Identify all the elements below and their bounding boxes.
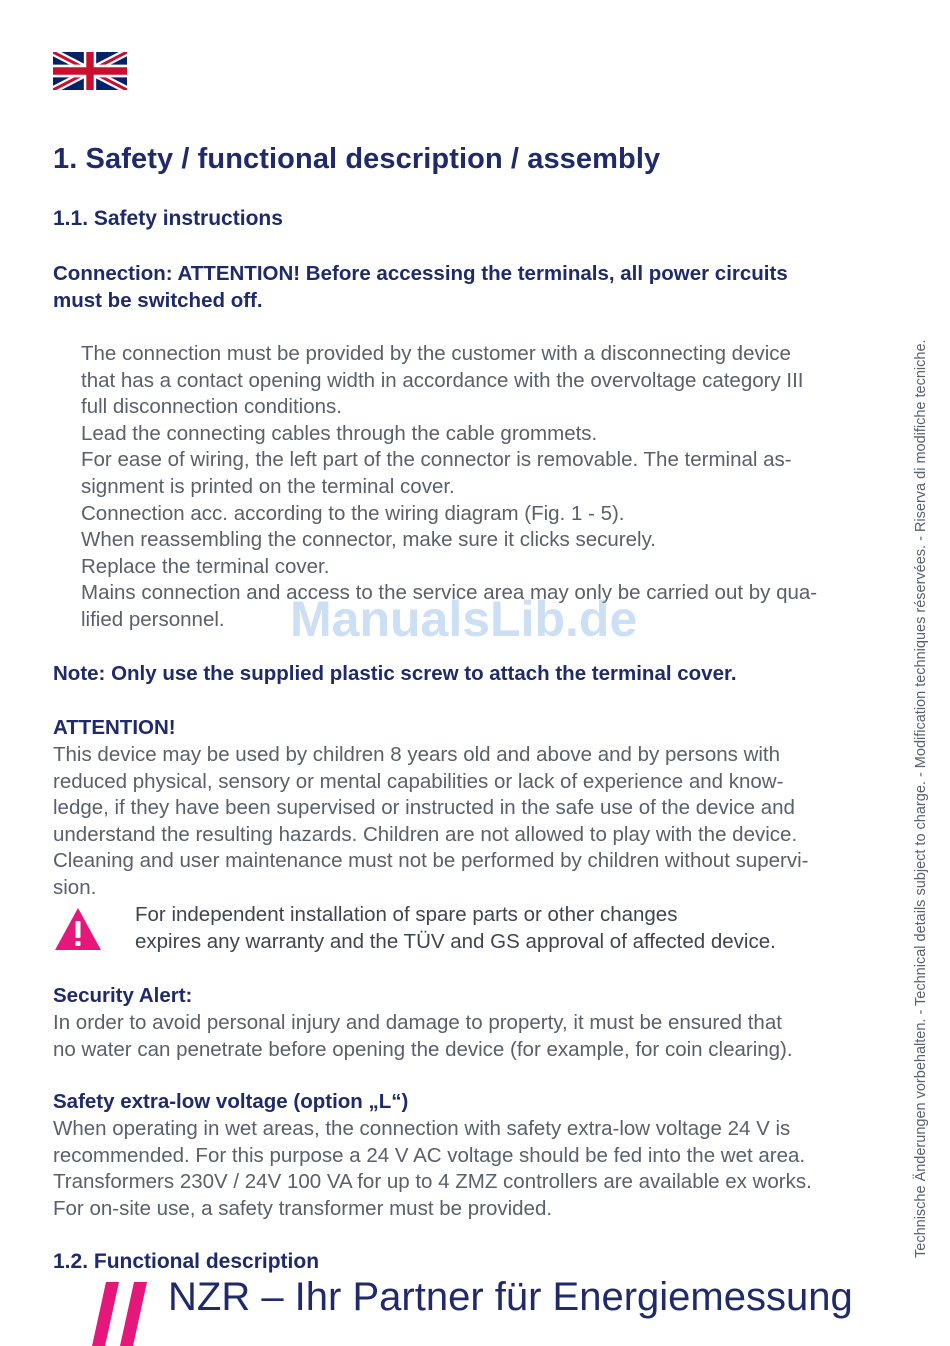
warranty-text: For independent installation of spare parts or other changes expires any warranty and the TÜV and GS approval of affected device. — [135, 903, 776, 953]
selv-title: Safety extra-low voltage (option „L“) — [53, 1090, 409, 1113]
note: Note: Only use the supplied plastic screw to attach the terminal cover. — [53, 662, 737, 685]
connection-warning: Connection: ATTENTION! Before accessing the terminals, all power circuits must be switched off. — [53, 262, 788, 312]
footer-tagline: NZR – Ihr Partner für Energiemessung — [168, 1275, 853, 1319]
watermark: ManualsLib.de — [290, 591, 638, 647]
attention-title: ATTENTION! — [53, 716, 176, 739]
warning-triangle-icon — [53, 906, 103, 952]
attention-text: This device may be used by children 8 years old and above and by persons with reduced physical, sensory or mental capabilities or lack of experience and know- ledge, if they have been supervised or instructed in the safe use of the device and understand the resulting hazards. Children are not allowed to play with the device. Cleaning and user maintenance must not be performed by children without supervi- sion. — [53, 743, 809, 899]
section-heading-functional-description: 1.2. Functional description — [53, 1250, 320, 1273]
nzr-slashes-logo — [92, 1282, 148, 1346]
section-heading-safety-instructions: 1.1. Safety instructions — [53, 207, 283, 230]
uk-flag-icon — [53, 52, 127, 90]
page-title: 1. Safety / functional description / assembly — [53, 143, 661, 175]
connection-steps: The connection must be provided by the customer with a disconnecting device that has a contact opening width in accordance with the overvoltage category III full disconnection conditions. Lead the connecting cables through the cable grommets. For ease of wiring, the left part of the connector is removable. The terminal as- signment is printed on the terminal cover. Connection acc. according to the wiring diagram (Fig. 1 - 5). When reassembling the connector, make sure it clicks securely. Replace the terminal cover. Mains connection and access to the service area may only be carried out by qua- lified personnel. — [81, 342, 818, 631]
security-alert-text: In order to avoid personal injury and damage to property, it must be ensured that no water can penetrate before opening the device (for example, for coin clearing). — [53, 1011, 793, 1061]
selv-text: When operating in wet areas, the connection with safety extra-low voltage 24 V is recommended. For this purpose a 24 V AC voltage should be fed into the wet area. Transformers 230V / 24V 100 VA for up to 4 ZMZ controllers are available ex works. For on-site use, a safety transformer must be provided. — [53, 1117, 812, 1220]
security-alert-title: Security Alert: — [53, 984, 193, 1007]
side-disclaimer: Technische Änderungen vorbehalten. - Technical details subject to charge. - Modification techniques réservées. - Riserva di modifiche tecniche. — [913, 339, 929, 1258]
